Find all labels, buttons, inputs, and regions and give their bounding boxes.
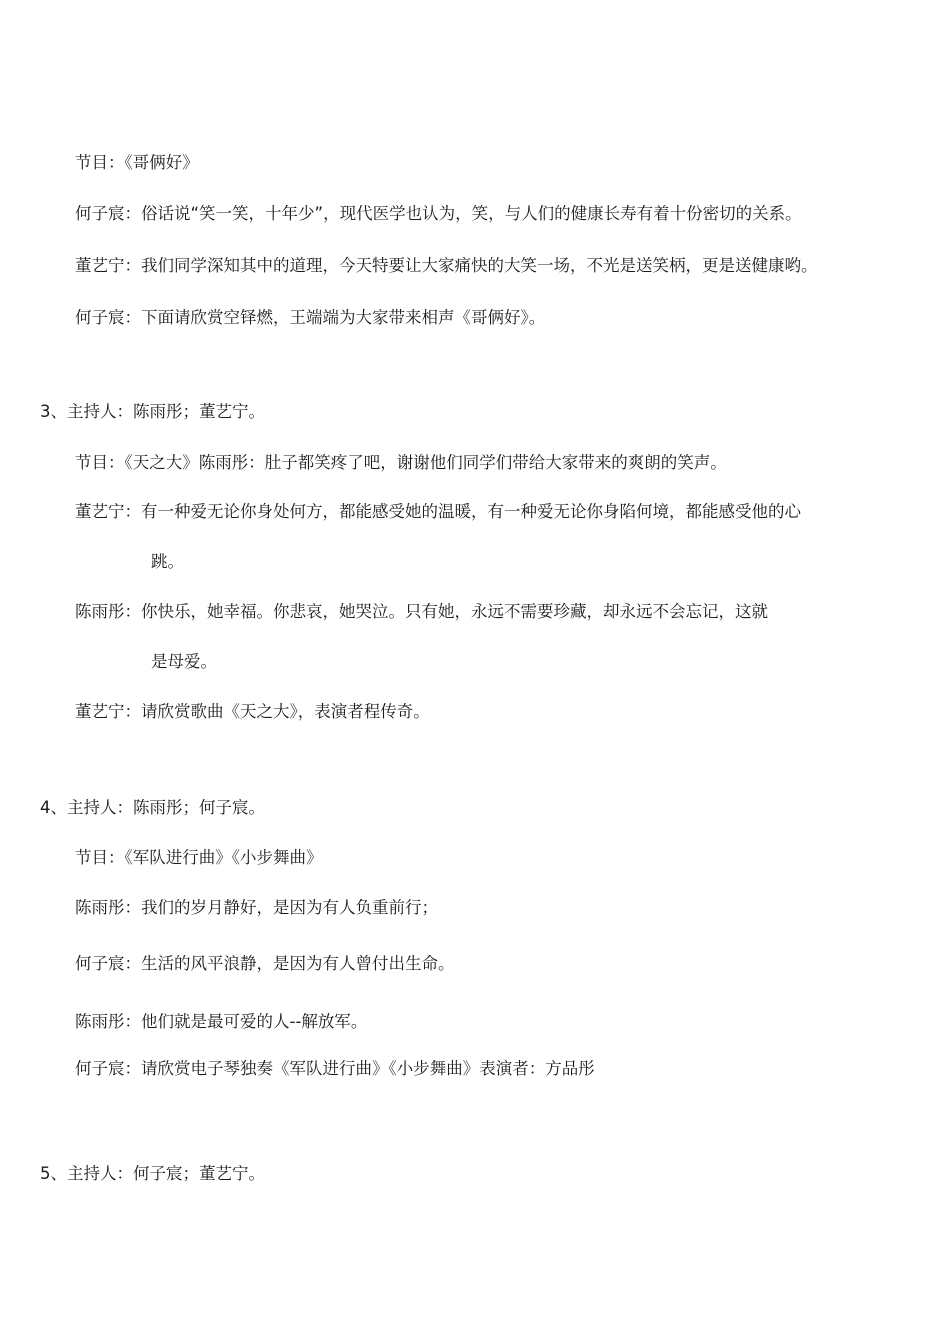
section-heading: 5、主持人：何子宸；董艺宁。 — [40, 1164, 265, 1183]
dialogue-line: 何子宸：下面请欣赏空铎燃，王端端为大家带来相声《哥俩好》。 — [75, 308, 546, 327]
program-title-line: 节目：《军队进行曲》《小步舞曲》 — [75, 848, 323, 867]
section-heading: 4、主持人：陈雨彤；何子宸。 — [40, 798, 265, 817]
program-title-line: 节目：《天之大》陈雨彤：肚子都笑疼了吧，谢谢他们同学们带给大家带来的爽朗的笑声。 — [75, 453, 727, 472]
dialogue-line: 何子宸：俗话说“笑一笑，十年少”，现代医学也认为，笑，与人们的健康长寿有着十份密切的关系。 — [75, 204, 802, 223]
dialogue-line: 陈雨彤：你快乐，她幸福。你悲哀，她哭泣。只有她，永远不需要珍藏，却永远不会忘记，这就 — [75, 602, 768, 621]
dialogue-line: 何子宸：请欣赏电子琴独奏《军队进行曲》《小步舞曲》表演者：方品彤 — [75, 1059, 595, 1078]
dialogue-continuation: 跳。 — [151, 552, 184, 571]
section-heading: 3、主持人：陈雨彤；董艺宁。 — [40, 402, 265, 421]
dialogue-line: 董艺宁：请欣赏歌曲《天之大》，表演者程传奇。 — [75, 702, 430, 721]
dialogue-line: 董艺宁：我们同学深知其中的道理，今天特要让大家痛快的大笑一场，不光是送笑柄，更是送健康哟。 — [75, 256, 818, 275]
dialogue-continuation: 是母爱。 — [151, 652, 217, 671]
dialogue-line: 何子宸：生活的风平浪静，是因为有人曾付出生命。 — [75, 954, 455, 973]
dialogue-line: 董艺宁：有一种爱无论你身处何方，都能感受她的温暖，有一种爱无论你身陷何境，都能感受他的心 — [75, 502, 801, 521]
dialogue-line: 陈雨彤：我们的岁月静好，是因为有人负重前行； — [75, 898, 438, 917]
dialogue-line: 陈雨彤：他们就是最可爱的人--解放军。 — [75, 1012, 368, 1031]
program-title-line: 节目：《哥俩好》 — [75, 153, 199, 172]
